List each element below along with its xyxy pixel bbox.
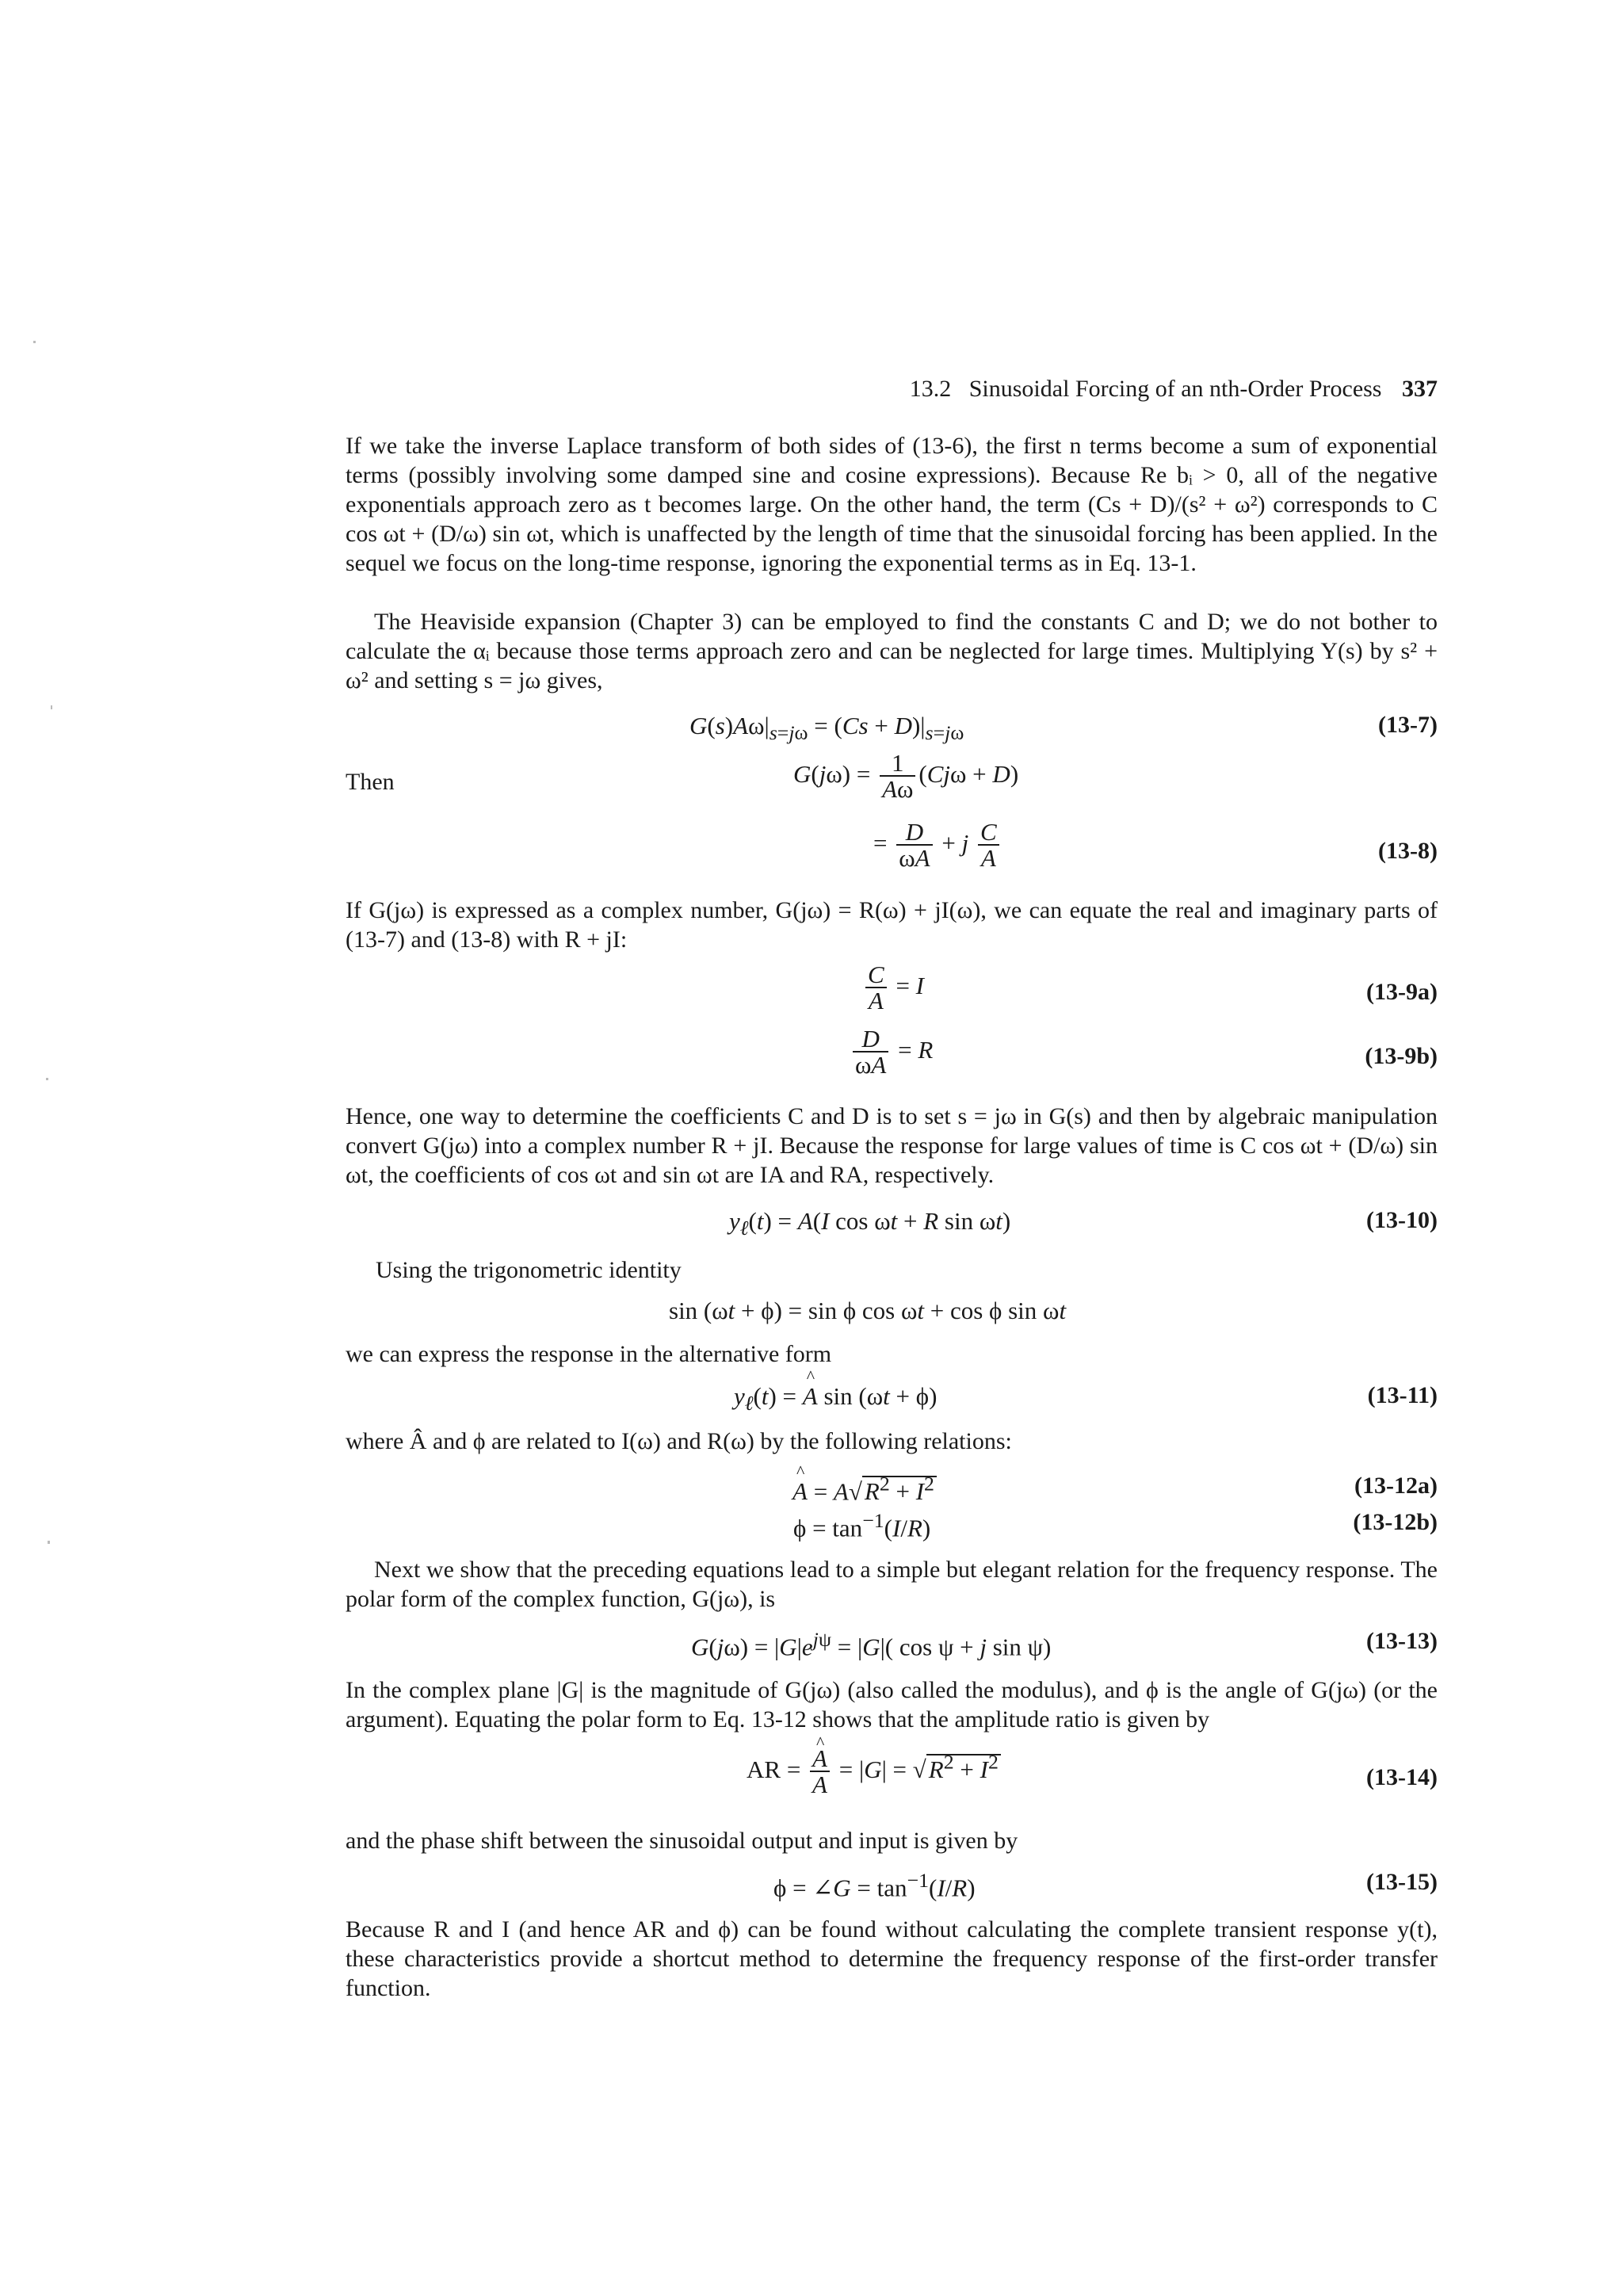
equation-number: (13-9a) (1366, 979, 1438, 1005)
paragraph-complex-number: If G(jω) is expressed as a complex number, G(jω) = R(ω) + jI(ω), we can equate the real and imaginary parts of (13-7) and (13-8) with R + jI: (346, 897, 1438, 953)
paragraph-coefficients: Hence, one way to determine the coefficients C and D is to set s = jω in G(s) and then by algebraic manipulation convert G(jω) into a complex number R + jI. Because the response for large values of time is C cos ωt + (D/ω) sin ωt, the coefficients of cos ωt and sin ωt are IA and RA, respectively. (346, 1103, 1438, 1188)
equation-trig-identity-expr: sin (ωt + ϕ) = sin ϕ cos ωt + cos ϕ sin ωt (669, 1297, 1067, 1324)
paragraph-magnitude: In the complex plane |G| is the magnitude of G(jω) (also called the modulus), and ϕ is the angle of G(jω) (or the argument). Equating the polar form to Eq. 13-12 shows that the amplitude ratio is given by (346, 1677, 1438, 1733)
equation-number: (13-8) (1378, 838, 1438, 864)
running-header (867, 376, 1438, 407)
paragraph-long-time-response: If we take the inverse Laplace transform of both sides of (13-6), the first n terms become a sum of exponential terms (possibly involving some damped sine and cosine expressions). Because Re bᵢ > 0, all of the negative exponentials approach zero as t becomes large. On the other hand, the term (Cs + D)/(s² + ω²) corresponds to C cos ωt + (D/ω) sin ωt, which is unaffected by the length of time that the sinusoidal forcing has been applied. In the sequel we focus on the long-time response, ignoring the exponential terms as in Eq. 13-1. (346, 433, 1438, 576)
paragraph-alternative-form: we can express the response in the alternative form (346, 1341, 832, 1367)
equation-13-10 (346, 1207, 1438, 1255)
equation-13-12b-expr: $\phi = \tan^{-1}(I/R)$ (793, 1509, 931, 1542)
paragraph-relations: where Â and ϕ are related to I(ω) and R(ω) by the following relations: (346, 1428, 1012, 1454)
equation-13-8-expr: = $\frac{D}{\omega A}$ + j $\frac{C}{A}$ (873, 820, 1002, 871)
scan-speck (33, 341, 36, 343)
page-number: 337 (1402, 376, 1438, 402)
equation-13-13-expr: $G(j\omega) = |G|e^{j\psi} = |G|$( cos ψ + j sin ψ) (691, 1628, 1052, 1661)
equation-number: (13-7) (1378, 712, 1438, 738)
scan-speck (46, 1078, 48, 1080)
paragraph-heaviside: The Heaviside expansion (Chapter 3) can be employed to find the constants C and D; we do not bother to calculate the αᵢ because those terms approach zero and can be neglected for large times. Multiplying Y(s) by s² + ω² and setting s = jω gives, (346, 609, 1438, 693)
then-label: Then (346, 769, 395, 795)
section-number: 13.2 (909, 376, 952, 402)
equation-13-11-expr: $y_\ell(t)$ = ^ A sin (ωt + ϕ) (734, 1382, 937, 1415)
equation-number: (13-9b) (1365, 1043, 1438, 1069)
equation-g-jw (346, 751, 1438, 815)
equation-trig-identity (346, 1297, 1438, 1344)
equation-number: (13-14) (1366, 1764, 1438, 1790)
equation-13-8 (346, 820, 1438, 884)
equation-number: (13-12a) (1354, 1473, 1438, 1499)
paragraph-polar-form: Next we show that the preceding equations lead to a simple but elegant relation for the frequency response. The polar form of the complex function, G(jω), is (346, 1557, 1438, 1612)
equation-13-9a (346, 963, 1438, 1026)
equation-number: (13-11) (1367, 1382, 1438, 1408)
equation-13-14-expr: AR = ^ $\frac{A}{A}$ = $|G| = √R^2 + I^2$ (747, 1747, 1001, 1797)
equation-number: (13-12b) (1353, 1509, 1438, 1535)
equation-13-7-expr: $G(s)A\omega|_{s=j\omega} = (Cs + D)|_{s=j\omega}$ (689, 712, 964, 745)
equation-13-15-expr: ϕ = ∠G = $\tan^{-1}(I/R)$ (773, 1869, 976, 1902)
equation-13-15 (346, 1869, 1438, 1916)
equation-13-13 (346, 1628, 1438, 1675)
equation-13-9b (346, 1027, 1438, 1091)
equation-number: (13-13) (1366, 1628, 1438, 1654)
equation-13-12b (346, 1509, 1438, 1557)
equation-number: (13-10) (1366, 1207, 1438, 1233)
equation-13-11 (346, 1382, 1438, 1430)
paragraph-phase-shift: and the phase shift between the sinusoidal output and input is given by (346, 1828, 1018, 1854)
paragraph-shortcut: Because R and I (and hence AR and ϕ) can be found without calculating the complete transient response y(t), these characteristics provide a shortcut method to determine the frequency response of the first-order transfer function. (346, 1916, 1438, 2001)
section-title: Sinusoidal Forcing of an nth-Order Process (968, 376, 1382, 402)
equation-13-14 (346, 1744, 1438, 1813)
equation-13-10-expr: $y_\ell(t) = A(I$ cos ωt + R sin ωt) (729, 1207, 1011, 1240)
paragraph-trig-identity: Using the trigonometric identity (376, 1257, 682, 1283)
equation-number: (13-15) (1366, 1869, 1438, 1895)
equation-13-9b-expr: $\frac{D}{\omega A}$ = R (850, 1027, 933, 1078)
scan-speck (48, 1541, 50, 1544)
equation-13-9a-expr: $\frac{C}{A}$ = I (862, 963, 924, 1014)
scan-speck (51, 705, 52, 709)
equation-g-jw-expr: G(jω) = $\frac{1}{A\omega}$ (Cjω + D) (793, 749, 1019, 803)
equation-13-12a-expr: ^ $A = A√R^2 + I^2$ (792, 1473, 937, 1506)
